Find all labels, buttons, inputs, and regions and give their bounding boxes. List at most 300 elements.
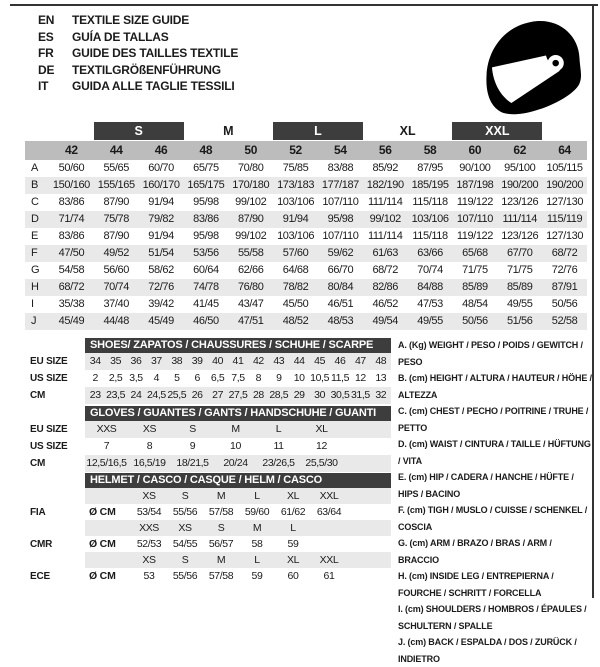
size-value: 59/62	[327, 247, 354, 259]
helmet-size-header: XXS	[139, 522, 159, 534]
size-value: 72/76	[551, 264, 578, 276]
size-row-e	[25, 228, 587, 245]
helmet-size-value: 60	[287, 570, 299, 582]
size-value: 95/98	[327, 213, 354, 225]
size-row-label: G	[31, 264, 40, 276]
size-row-a	[25, 160, 587, 177]
language-row	[38, 45, 238, 62]
legend-entry: E. (cm) HIP / CADERA / HANCHE / HÜFTE / HIPS / BACINO	[398, 472, 574, 499]
gloves-value: 8	[146, 440, 153, 452]
size-value: 160/170	[142, 179, 180, 191]
helmet-size-value	[311, 536, 347, 552]
size-value: 111/114	[367, 230, 403, 242]
size-value: 47/50	[58, 247, 85, 259]
helmet-size-value: 53	[143, 570, 155, 582]
helmet-sizes-row	[30, 488, 391, 504]
shoes-value: 29	[293, 389, 305, 401]
gloves-value: 11	[273, 440, 284, 452]
size-value: 107/110	[322, 230, 359, 242]
language-title-list	[38, 12, 238, 95]
shoes-value: 13	[375, 372, 387, 384]
size-column-header: 48	[183, 141, 228, 160]
helmet-size-header: XXL	[319, 490, 339, 502]
gloves-value: 18/21,5	[176, 457, 209, 469]
helmet-sizes-row	[30, 520, 391, 536]
language-title: TEXTILE SIZE GUIDE	[72, 13, 190, 27]
helmet-size-header: L	[254, 554, 260, 566]
size-value: 91/94	[148, 230, 174, 242]
shoes-value: 44	[293, 355, 305, 367]
helmet-size-value: 61/62	[280, 506, 306, 518]
size-value: 47/51	[237, 315, 264, 327]
size-value: 68/72	[58, 281, 85, 293]
size-column-header: 58	[408, 141, 453, 160]
size-value: 70/74	[103, 281, 129, 293]
shoes-value: 34	[89, 355, 101, 367]
size-row-b	[25, 177, 587, 194]
legend-entry: D. (cm) WAIST / CINTURA / TAILLE / HÜFTUNG / VITA	[398, 439, 591, 466]
size-column-header: 50	[228, 141, 273, 160]
size-value: 85/89	[506, 281, 533, 293]
size-row-h	[25, 279, 587, 296]
legend-entry: J. (cm) BACK / ESPALDA / DOS / ZURÜCK / INDIETRO	[398, 637, 577, 664]
shoes-value: 11,5	[330, 372, 350, 384]
helmet-size-value: 61	[323, 570, 335, 582]
helmet-size-header: XS	[178, 522, 192, 534]
shoes-value: 5	[174, 372, 180, 384]
shoes-value: 45	[314, 355, 326, 367]
helmet-size-value: 59	[287, 538, 299, 550]
size-value: 185/195	[411, 179, 449, 191]
language-row	[38, 62, 238, 79]
legend-entry: B. (cm) HEIGHT / ALTURA / HAUTEUR / HÖHE / ALTEZZA	[398, 373, 592, 400]
size-value: 72/76	[148, 281, 174, 293]
shoes-value: 28	[252, 389, 264, 401]
shoes-table-title: SHOES/ ZAPATOS / CHAUSSURES / SCHUHE / SCARPE	[85, 338, 391, 353]
size-row-label: E	[31, 230, 39, 242]
shoes-value: 4	[153, 372, 160, 384]
size-value: 62/66	[237, 264, 264, 276]
gloves-strip	[85, 455, 391, 472]
size-value: 83/86	[58, 230, 85, 242]
gloves-value: XXS	[96, 423, 117, 435]
helmet-standard-row	[30, 504, 391, 520]
size-value: 103/106	[277, 196, 315, 208]
gloves-value: 25,5/30	[305, 457, 338, 469]
shoes-value: 28,5	[269, 389, 289, 401]
size-value: 48/52	[282, 315, 309, 327]
top-border-line	[10, 4, 598, 6]
shoes-value: 37	[150, 355, 162, 367]
size-value: 53/56	[193, 247, 219, 259]
shoes-value: 27	[212, 389, 224, 401]
size-value: 56/60	[103, 264, 129, 276]
shoes-value: 24,5	[146, 389, 166, 401]
shoes-value: 30	[314, 389, 326, 401]
size-value: 45/49	[148, 315, 174, 327]
gloves-value: 9	[189, 440, 196, 452]
size-row-d	[25, 211, 587, 228]
helmet-size-header	[311, 520, 347, 536]
shoes-value: 43	[273, 355, 285, 367]
shoes-row-label: CM	[30, 390, 46, 401]
shoes-value: 25,5	[167, 389, 187, 401]
size-row-f	[25, 245, 587, 262]
shoes-value: 31,5	[350, 389, 370, 401]
legend-entry: C. (cm) CHEST / PECHO / POITRINE / TRUHE / PETTO	[398, 406, 589, 433]
size-group-row	[25, 122, 587, 141]
size-value: 87/90	[103, 196, 129, 208]
size-value: 55/58	[237, 247, 264, 259]
shoes-strip	[85, 370, 391, 387]
size-value: 60/70	[148, 162, 174, 174]
size-value: 80/84	[327, 281, 354, 293]
language-title: TEXTILGRÖßENFÜHRUNG	[72, 62, 221, 77]
size-value: 107/110	[322, 196, 359, 208]
size-value: 170/180	[232, 179, 270, 191]
language-code: DE	[38, 62, 55, 77]
size-value: 51/56	[506, 315, 533, 327]
helmet-size-header: XS	[142, 490, 156, 502]
gloves-value: L	[275, 423, 282, 435]
gloves-row	[30, 455, 391, 472]
size-group-xxl: XXL	[452, 122, 542, 140]
shoes-value: 27,5	[228, 389, 248, 401]
language-title: GUIDE DES TAILLES TEXTILE	[72, 46, 239, 60]
shoes-value: 48	[375, 355, 387, 367]
size-value: 67/70	[506, 247, 533, 259]
gloves-value: XL	[315, 423, 328, 435]
legend-entry: H. (cm) INSIDE LEG / ENTREPIERNA / FOURCHE / SCHRITT / FORCELLA	[398, 571, 554, 598]
size-value: 87/90	[237, 213, 264, 225]
shoes-size-table	[30, 338, 391, 404]
shoes-value: 2	[92, 372, 98, 384]
size-value: 190/200	[546, 179, 584, 191]
size-value: 115/118	[412, 196, 448, 208]
size-value: 66/70	[327, 264, 354, 276]
size-value: 74/78	[193, 281, 219, 293]
racing-helmet-icon	[478, 8, 588, 116]
helmet-size-header: M	[216, 490, 226, 502]
size-value: 123/126	[501, 196, 539, 208]
size-value: 84/88	[417, 281, 443, 293]
spacer	[85, 552, 131, 568]
size-value: 50/56	[551, 298, 578, 310]
diameter-unit-label: Ø CM	[89, 570, 116, 582]
shoes-value: 46	[334, 355, 346, 367]
gloves-strip	[85, 421, 391, 438]
shoes-value: 42	[252, 355, 264, 367]
shoes-value: 40	[212, 355, 224, 367]
size-value: 54/58	[58, 264, 85, 276]
shoes-value: 6,5	[210, 372, 225, 384]
language-code: ES	[38, 29, 54, 44]
size-group-s: S	[94, 122, 184, 140]
size-value: 65/68	[462, 247, 488, 259]
size-value: 87/91	[551, 281, 578, 293]
shoes-value: 24	[130, 389, 142, 401]
size-value: 87/95	[417, 162, 443, 174]
size-value: 65/75	[193, 162, 219, 174]
size-value: 71/75	[506, 264, 533, 276]
size-value: 115/119	[546, 213, 583, 225]
size-row-i	[25, 296, 587, 313]
shoes-value: 9	[276, 372, 282, 384]
textile-size-table	[25, 122, 587, 330]
size-value: 64/68	[282, 264, 309, 276]
helmet-standard-row	[30, 536, 391, 552]
size-value: 35/38	[58, 298, 85, 310]
language-row	[38, 29, 238, 46]
shoes-value: 41	[232, 355, 244, 367]
gloves-row	[30, 421, 391, 438]
size-column-header: 56	[363, 141, 408, 160]
helmet-size-table	[30, 473, 391, 584]
size-group-xl: XL	[399, 124, 416, 138]
size-column-header: 54	[318, 141, 363, 160]
size-value: 99/102	[235, 230, 267, 242]
helmet-size-header: XL	[286, 554, 300, 566]
gloves-row-label: CM	[30, 458, 46, 469]
size-value: 50/60	[58, 162, 85, 174]
size-value: 49/52	[103, 247, 129, 259]
size-value: 43/47	[237, 298, 264, 310]
size-value: 99/102	[369, 213, 401, 225]
size-value: 173/183	[277, 179, 315, 191]
shoes-strip	[85, 353, 391, 370]
shoes-value: 23	[89, 389, 101, 401]
size-value: 58/62	[148, 264, 174, 276]
diameter-unit-label: Ø CM	[89, 538, 116, 550]
gloves-table-title: GLOVES / GUANTES / GANTS / HANDSCHUHE / GUANTI	[85, 406, 391, 421]
size-column-header: 62	[497, 141, 542, 160]
size-value: 150/160	[52, 179, 90, 191]
size-column-header: 46	[139, 141, 184, 160]
size-row-c	[25, 194, 587, 211]
size-value: 119/122	[456, 196, 493, 208]
gloves-value: 23/26,5	[262, 457, 295, 469]
size-value: 49/55	[506, 298, 533, 310]
size-row-label: B	[31, 179, 39, 191]
size-value: 63/66	[417, 247, 443, 259]
size-row-label: I	[31, 298, 35, 310]
size-value: 75/78	[103, 213, 129, 225]
size-value: 60/64	[193, 264, 219, 276]
size-value: 127/130	[546, 196, 584, 208]
size-group-l: L	[273, 122, 363, 140]
helmet-sizes-strip	[85, 520, 391, 536]
size-value: 49/55	[417, 315, 443, 327]
size-value: 83/88	[327, 162, 354, 174]
helmet-standard-label: FIA	[30, 506, 46, 518]
helmet-size-header: L	[290, 522, 296, 534]
shoes-row	[30, 370, 391, 387]
size-row-label: J	[31, 315, 37, 327]
size-value: 46/52	[372, 298, 398, 310]
helmet-table-title: HELMET / CASCO / CASQUE / HELM / CASCO	[85, 473, 391, 488]
legend-entry: G. (cm) ARM / BRAZO / BRAS / ARM / BRACCIO	[398, 538, 552, 565]
helmet-sizes-strip	[85, 552, 391, 568]
helmet-size-value: 54/55	[172, 538, 198, 550]
language-code: IT	[38, 79, 49, 93]
size-value: 83/86	[193, 213, 219, 225]
size-row-j	[25, 313, 587, 330]
shoes-strip	[85, 387, 391, 404]
helmet-sizes-row	[30, 552, 391, 568]
size-value: 49/54	[372, 315, 398, 327]
gloves-value: S	[189, 423, 196, 435]
legend-entry: I. (cm) SHOULDERS / HOMBROS / ÉPAULES / SCHULTERN / SPALLE	[398, 604, 587, 631]
size-value: 91/94	[282, 213, 309, 225]
size-value: 85/92	[372, 162, 398, 174]
helmet-size-value: 52/53	[136, 538, 162, 550]
size-row-label: H	[31, 281, 39, 293]
size-column-header: 44	[94, 141, 139, 160]
helmet-size-value: 56/57	[208, 538, 234, 550]
size-row-g	[25, 262, 587, 279]
gloves-value: 10	[230, 440, 241, 452]
helmet-size-value: 58	[251, 538, 263, 550]
band-spacer	[25, 141, 49, 160]
size-value: 57/60	[282, 247, 309, 259]
size-column-header: 42	[49, 141, 94, 160]
shoes-row	[30, 353, 391, 370]
size-value: 75/85	[282, 162, 309, 174]
size-value: 103/106	[411, 213, 449, 225]
size-value: 76/80	[237, 281, 264, 293]
helmet-size-value: 59	[251, 570, 263, 582]
language-code: FR	[38, 46, 54, 60]
size-value: 115/118	[412, 230, 448, 242]
gloves-value: M	[231, 423, 240, 435]
shoes-row-label: EU SIZE	[30, 356, 68, 367]
size-value: 48/53	[327, 315, 354, 327]
helmet-size-header: S	[217, 522, 225, 534]
size-value: 45/50	[282, 298, 309, 310]
size-value: 48/54	[462, 298, 488, 310]
shoes-value: 8	[255, 372, 262, 384]
shoes-value: 36	[130, 355, 142, 367]
size-value: 119/122	[456, 230, 493, 242]
size-row-label: A	[31, 162, 39, 174]
size-value: 51/54	[148, 247, 174, 259]
shoes-value: 32	[375, 389, 387, 401]
size-row-label: D	[31, 213, 39, 225]
size-value: 83/86	[58, 196, 85, 208]
helmet-size-value: 57/58	[208, 506, 234, 518]
size-value: 70/80	[237, 162, 264, 174]
helmet-size-value: 53/54	[136, 506, 162, 518]
gloves-value: 20/24	[223, 457, 248, 469]
size-value: 68/72	[372, 264, 398, 276]
helmet-size-value: 55/56	[172, 570, 198, 582]
size-value: 71/74	[58, 213, 85, 225]
size-column-header: 60	[452, 141, 497, 160]
size-value: 127/130	[546, 230, 584, 242]
helmet-standard-label: ECE	[30, 570, 50, 582]
helmet-values-strip	[85, 568, 391, 584]
size-value: 190/200	[501, 179, 539, 191]
size-value: 85/89	[462, 281, 488, 293]
helmet-size-value: 63/64	[316, 506, 342, 518]
size-row-label: F	[31, 247, 38, 259]
gloves-row-label: EU SIZE	[30, 424, 68, 435]
language-row	[38, 78, 238, 95]
size-columns-row	[25, 141, 587, 160]
size-value: 95/98	[193, 196, 219, 208]
diameter-unit-label: Ø CM	[89, 506, 116, 518]
size-value: 70/74	[417, 264, 443, 276]
helmet-size-header: S	[181, 490, 189, 502]
helmet-size-header: M	[216, 554, 226, 566]
size-value: 95/100	[504, 162, 536, 174]
size-value: 187/198	[456, 179, 494, 191]
shoes-value: 7,5	[231, 372, 245, 384]
size-value: 45/49	[58, 315, 85, 327]
language-row	[38, 12, 238, 29]
measurement-legend	[398, 337, 592, 667]
shoes-value: 10	[293, 372, 305, 384]
shoes-value: 47	[354, 355, 366, 367]
size-value: 61/63	[372, 247, 398, 259]
size-value: 99/102	[235, 196, 267, 208]
size-value: 50/56	[462, 315, 488, 327]
shoes-row-label: US SIZE	[30, 373, 68, 384]
shoes-value: 38	[171, 355, 183, 367]
helmet-values-strip	[85, 536, 391, 552]
size-value: 79/82	[148, 213, 174, 225]
size-value: 182/190	[366, 179, 404, 191]
size-value: 46/50	[193, 315, 219, 327]
gloves-row	[30, 438, 391, 455]
shoes-value: 26	[191, 389, 203, 401]
shoes-value: 10,5	[310, 372, 330, 384]
size-value: 52/58	[551, 315, 578, 327]
gloves-value: 16,5/19	[133, 457, 166, 469]
size-value: 44/48	[103, 315, 129, 327]
gloves-row-label: US SIZE	[30, 441, 68, 452]
shoes-value: 3,5	[129, 372, 143, 384]
right-border-line	[592, 4, 594, 598]
spacer	[85, 520, 131, 536]
size-value: 87/90	[103, 230, 129, 242]
gloves-value: 7	[103, 440, 110, 452]
size-value: 55/65	[103, 162, 129, 174]
spacer	[85, 488, 131, 504]
helmet-size-header: S	[181, 554, 189, 566]
size-value: 111/114	[502, 213, 537, 225]
shoes-value: 39	[191, 355, 203, 367]
language-title: GUÍA DE TALLAS	[72, 29, 169, 44]
shoes-value: 6	[194, 372, 200, 384]
size-value: 41/45	[193, 298, 219, 310]
size-value: 155/165	[97, 179, 135, 191]
language-title: GUIDA ALLE TAGLIE TESSILI	[72, 79, 235, 93]
helmet-values-strip	[85, 504, 391, 520]
gloves-value: 12,5/16,5	[86, 457, 127, 469]
helmet-size-header: L	[254, 490, 260, 502]
helmet-size-value: 55/56	[172, 506, 198, 518]
helmet-size-header: XL	[286, 490, 300, 502]
size-value: 82/86	[372, 281, 398, 293]
size-value: 111/114	[367, 196, 403, 208]
shoes-row	[30, 387, 391, 404]
helmet-size-header: XXL	[319, 554, 339, 566]
gloves-strip	[85, 438, 391, 455]
helmet-standard-label: CMR	[30, 538, 53, 550]
size-value: 90/100	[459, 162, 491, 174]
helmet-standard-row	[30, 568, 391, 584]
